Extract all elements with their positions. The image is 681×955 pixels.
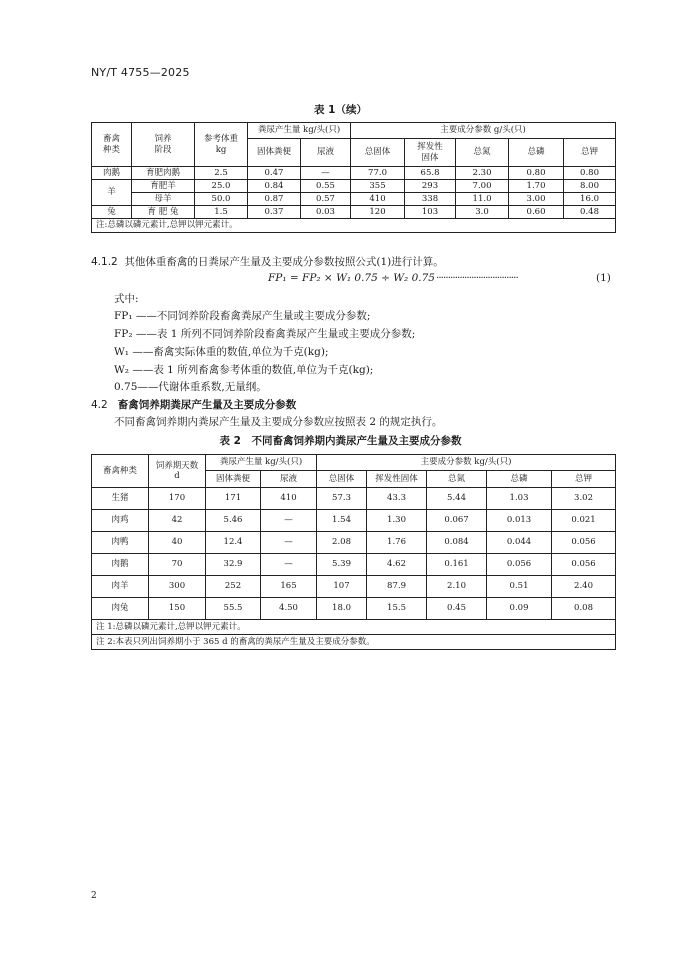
cell: 0.056	[487, 554, 552, 576]
cell: 171	[206, 488, 261, 510]
definition-coefficient: 0.75——代谢体重系数,无量纲。	[114, 381, 267, 393]
standard-number: NY/T 4755—2025	[91, 66, 190, 79]
page-number: 2	[91, 891, 97, 901]
cell: 2.40	[552, 576, 616, 598]
cell: 50.0	[195, 193, 248, 206]
cell: 40	[149, 532, 206, 554]
cell: 120	[351, 206, 405, 219]
t2-header-tp: 总磷	[487, 471, 552, 488]
t1-header-manure: 粪尿产生量 kg/头(只)	[248, 123, 351, 139]
cell: 2.30	[456, 167, 509, 180]
t2-header-species: 畜禽种类	[92, 455, 149, 488]
cell: 0.47	[248, 167, 301, 180]
cell: 42	[149, 510, 206, 532]
cell: 87.9	[367, 576, 427, 598]
formula-1: FP₁ = FP₂ × W₁ 0.75 ÷ W₂ 0.75	[268, 272, 435, 284]
cell: 252	[206, 576, 261, 598]
t2-header-tk: 总钾	[552, 471, 616, 488]
section-4-2-text: 不同畜禽饲养期内粪尿产生量及主要成分参数应按照表 2 的规定执行。	[114, 416, 443, 428]
table-row	[92, 510, 616, 532]
t2-header-total-solid: 总固体	[317, 471, 367, 488]
cell: 育肥羊	[132, 180, 195, 193]
cell: 77.0	[351, 167, 405, 180]
t1-header-components: 主要成分参数 g/头(只)	[351, 123, 616, 139]
cell: 5.46	[206, 510, 261, 532]
cell: 15.5	[367, 598, 427, 620]
table-row	[92, 554, 616, 576]
cell: 羊	[92, 180, 132, 206]
section-number: 4.1.2	[91, 256, 118, 268]
cell: 0.03	[301, 206, 351, 219]
cell: 25.0	[195, 180, 248, 193]
cell: 1.30	[367, 510, 427, 532]
definition-fp2: FP₂ ——表 1 所列不同饲养阶段畜禽粪尿产生量或主要成分参数;	[114, 328, 416, 340]
table-row	[92, 532, 616, 554]
cell: 65.8	[405, 167, 456, 180]
cell: 5.39	[317, 554, 367, 576]
cell: —	[301, 167, 351, 180]
t2-header-urine: 尿液	[261, 471, 317, 488]
section-text: 其他体重畜禽的日粪尿产生量及主要成分参数按照公式(1)进行计算。	[124, 256, 444, 268]
section-number: 4.2	[91, 399, 108, 411]
cell: 16.0	[564, 193, 616, 206]
table-row	[92, 598, 616, 620]
cell: 生猪	[92, 488, 149, 510]
t1-header-species: 畜禽 种类	[92, 123, 132, 167]
t2-header-days: 饲养期天数 d	[149, 455, 206, 488]
table2-note-2: 注 2:本表只列出饲养期小于 365 d 的畜禽的粪尿产生量及主要成分参数。	[92, 635, 616, 650]
t1-header-tk: 总钾	[564, 139, 616, 167]
cell: 0.067	[427, 510, 487, 532]
table2	[91, 454, 616, 650]
cell: 肉鸭	[92, 532, 149, 554]
cell: 2.10	[427, 576, 487, 598]
definition-w2: W₂ ——表 1 所列畜禽参考体重的数值,单位为千克(kg);	[114, 364, 374, 376]
t1-header-stage: 饲养 阶段	[132, 123, 195, 167]
cell: 0.09	[487, 598, 552, 620]
table-row	[92, 576, 616, 598]
cell: 肉鹅	[92, 554, 149, 576]
cell: 1.70	[509, 180, 564, 193]
section-4-1-2	[91, 254, 444, 269]
cell: 0.48	[564, 206, 616, 219]
table-row	[92, 206, 616, 219]
where-label: 式中:	[114, 293, 139, 305]
cell: 18.0	[317, 598, 367, 620]
definition-fp1: FP₁ ——不同饲养阶段畜禽粪尿产生量或主要成分参数;	[114, 310, 371, 322]
t1-header-tp: 总磷	[509, 139, 564, 167]
cell: 150	[149, 598, 206, 620]
t2-header-components: 主要成分参数 kg/头(只)	[317, 455, 616, 471]
cell: 1.54	[317, 510, 367, 532]
cell: 300	[149, 576, 206, 598]
cell: 0.51	[487, 576, 552, 598]
table1-caption: 表 1（续）	[314, 104, 367, 116]
cell: 兔	[92, 206, 132, 219]
cell: 3.02	[552, 488, 616, 510]
cell: 1.5	[195, 206, 248, 219]
cell: 4.62	[367, 554, 427, 576]
cell: 肉鸡	[92, 510, 149, 532]
t1-header-weight: 参考体重 kg	[195, 123, 248, 167]
cell: 0.161	[427, 554, 487, 576]
cell: 2.5	[195, 167, 248, 180]
table2-caption: 表 2 不同畜禽饲养期内粪尿产生量及主要成分参数	[219, 435, 462, 447]
cell: 0.60	[509, 206, 564, 219]
cell: 0.021	[552, 510, 616, 532]
cell: 0.056	[552, 554, 616, 576]
cell: —	[261, 510, 317, 532]
cell: 0.37	[248, 206, 301, 219]
cell: 170	[149, 488, 206, 510]
cell: 0.08	[552, 598, 616, 620]
cell: 0.056	[552, 532, 616, 554]
cell: 3.00	[509, 193, 564, 206]
cell: 0.80	[564, 167, 616, 180]
cell: 12.4	[206, 532, 261, 554]
t1-header-volatile: 挥发性 固体	[405, 139, 456, 167]
cell: 410	[351, 193, 405, 206]
cell: 育肥肉鹅	[132, 167, 195, 180]
table-row	[92, 180, 616, 193]
cell: 32.9	[206, 554, 261, 576]
t2-header-manure: 粪尿产生量 kg/头(只)	[206, 455, 317, 471]
cell: 0.45	[427, 598, 487, 620]
cell: 0.044	[487, 532, 552, 554]
cell: 70	[149, 554, 206, 576]
table-row	[92, 167, 616, 180]
cell: 43.3	[367, 488, 427, 510]
table2-note-1: 注 1:总磷以磷元素计,总钾以钾元素计。	[92, 620, 616, 635]
cell: 7.00	[456, 180, 509, 193]
t1-header-tn: 总氮	[456, 139, 509, 167]
cell: 103	[405, 206, 456, 219]
cell: 165	[261, 576, 317, 598]
cell: 0.57	[301, 193, 351, 206]
cell: 5.44	[427, 488, 487, 510]
table1	[91, 122, 616, 233]
cell: 4.50	[261, 598, 317, 620]
cell: 3.0	[456, 206, 509, 219]
t2-header-tn: 总氮	[427, 471, 487, 488]
t1-header-urine: 尿液	[301, 139, 351, 167]
cell: 0.84	[248, 180, 301, 193]
cell: —	[261, 554, 317, 576]
section-title: 畜禽饲养期粪尿产生量及主要成分参数	[117, 399, 297, 411]
section-4-2-heading	[91, 397, 296, 412]
cell: 0.013	[487, 510, 552, 532]
definition-w1: W₁ ——畜禽实际体重的数值,单位为千克(kg);	[114, 346, 329, 358]
table1-note: 注:总磷以磷元素计,总钾以钾元素计。	[92, 219, 616, 233]
cell: 410	[261, 488, 317, 510]
cell: 293	[405, 180, 456, 193]
cell: 8.00	[564, 180, 616, 193]
t2-header-volatile: 挥发性固体	[367, 471, 427, 488]
cell: —	[261, 532, 317, 554]
cell: 57.3	[317, 488, 367, 510]
cell: 55.5	[206, 598, 261, 620]
t1-header-total-solid: 总固体	[351, 139, 405, 167]
cell: 1.03	[487, 488, 552, 510]
t2-header-solid: 固体粪便	[206, 471, 261, 488]
cell: 0.084	[427, 532, 487, 554]
cell: 355	[351, 180, 405, 193]
cell: 107	[317, 576, 367, 598]
formula-number: (1)	[596, 272, 611, 284]
cell: 2.08	[317, 532, 367, 554]
cell: 0.55	[301, 180, 351, 193]
cell: 0.87	[248, 193, 301, 206]
cell: 肉兔	[92, 598, 149, 620]
cell: 育 肥 兔	[132, 206, 195, 219]
cell: 0.80	[509, 167, 564, 180]
table-row	[92, 488, 616, 510]
t1-header-solid: 固体粪便	[248, 139, 301, 167]
formula-dots: ···································	[436, 272, 518, 284]
cell: 11.0	[456, 193, 509, 206]
cell: 母羊	[132, 193, 195, 206]
cell: 肉羊	[92, 576, 149, 598]
cell: 肉鹅	[92, 167, 132, 180]
cell: 338	[405, 193, 456, 206]
cell: 1.76	[367, 532, 427, 554]
table-row	[92, 193, 616, 206]
